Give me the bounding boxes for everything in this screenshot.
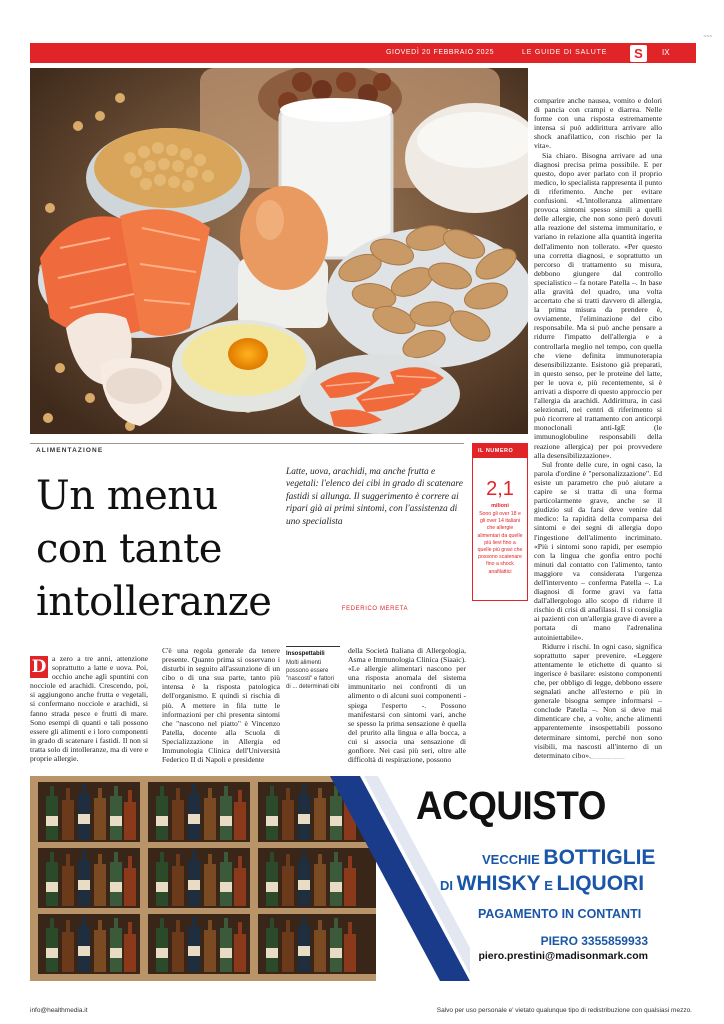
article-column-2 bbox=[162, 646, 280, 766]
headline-line-2: con tante bbox=[36, 526, 222, 572]
column-4-paragraph-4: Ridurre i rischi. In ogni caso, significa soprattutto saper prevenire. «Leggere attentamente le etichette di quanto si ingerisce è basilare: esistono componenti che, per obbligo di legge, debbono essere segnalati anche all'esterno e più in generale bisogna sempre informarsi – conclude Patella –. Non si deve mai dimenticare che, a volte, anche alimenti apparentemente insospettabili possono determinare sintomi, perché non sono visibili, ma nascosti all'interno di un determinato cibo». bbox=[534, 641, 662, 760]
side-note-title: Insospettabili bbox=[286, 651, 325, 657]
advertisement bbox=[30, 776, 696, 981]
food-allergens-illustration bbox=[30, 68, 528, 434]
ad-phone: PIERO 3355859933 bbox=[540, 934, 648, 948]
side-note bbox=[286, 646, 340, 691]
article-column-1 bbox=[30, 654, 148, 766]
stat-unit: milioni bbox=[491, 503, 509, 509]
ad-line-spirits bbox=[440, 872, 644, 896]
article-kicker: ALIMENTAZIONE bbox=[36, 447, 104, 454]
stat-description: Sono gli over 18 e gli over 14 italiani che allergie alimentari da quelle più lievi fino a quelle più gravi che possono scatenare fino a shock anafilattici bbox=[477, 511, 523, 575]
headline-line-1: Un menu bbox=[36, 473, 218, 519]
article-standfirst: Latte, uova, arachidi, ma anche frutta e vegetali: l'elenco dei cibi in grado di scatenare fastidi si allunga. Il suggerimento è correre ai ripari già ai primi sintomi, con l'assistenza di uno specialista bbox=[286, 467, 463, 527]
side-note-text: Molti alimenti possono essere "nascosti" e fattori di ... determinati cibi bbox=[286, 660, 340, 690]
page-header-bar bbox=[30, 43, 696, 63]
column-4-paragraph-1: comparire anche nausea, vomito e dolori di pancia con crampi e diarrea. Nelle forme con una risposta estremamente intensa si può addirittura arrivare allo shock anafilattico, con rischio per la vita». bbox=[534, 96, 662, 151]
article-headline bbox=[36, 470, 286, 629]
article-column-3 bbox=[348, 646, 466, 766]
ad-word-liquori: LIQUORI bbox=[556, 872, 645, 895]
column-4-paragraph-3: Sul fronte delle cure, in ogni caso, la parola d'ordine è "personalizzazione". Ed esiste un parametro che può aiutare a capire se si tratta di una forma particolarmente grave, anche se il giudizio sul da farsi deve venire dal medico: la rapidità della comparsa dei sintomi e dei segni di allergia dopo l'ingestione dell'alimento incriminato. «Più i sintomi sono rapidi, per esempio con la lingua che gonfia entro pochi minuti dal contatto con l'alimento, tanto maggiore va considerata l'urgenza dell'intervento – conferma Patella –. La diagnosi di forme gravi va fatta dall'allergologo allo scopo di ridurre il rischio di crisi di anafilassi. Il si consiglia ai pazienti con un'allergia grave di avere a portata di mano l'adrenalina autoiniettabile». bbox=[534, 459, 662, 642]
ad-word-whisky: WHISKY bbox=[456, 872, 541, 895]
ad-word-di: DI bbox=[440, 878, 453, 893]
stat-value: 2,1 bbox=[486, 478, 514, 500]
ad-word-vecchie: VECCHIE bbox=[482, 852, 540, 867]
ad-title: ACQUISTO bbox=[416, 784, 606, 828]
food-allergens-photo bbox=[30, 68, 528, 434]
ad-word-e: E bbox=[544, 878, 553, 893]
liquor-shelf-photo bbox=[30, 776, 376, 981]
ad-line-bottles bbox=[482, 846, 655, 870]
ad-payment-note: PAGAMENTO IN CONTANTI bbox=[478, 907, 642, 921]
article-byline: FEDERICO MERETA bbox=[341, 606, 409, 612]
dropcap: D bbox=[31, 657, 47, 677]
stat-box-header: IL NUMERO bbox=[473, 444, 527, 458]
headline-line-3: intolleranze bbox=[36, 579, 272, 625]
footer-email: info@healthmedia.it bbox=[30, 1007, 88, 1014]
photo-credit: ~~~ ~~~~~~~ ~~~~~~ bbox=[590, 757, 625, 761]
topline-mark: ~~~ bbox=[703, 34, 712, 40]
column-2-paragraph: C'è una regola generale da tenere presente. Quanto prima si osservano i disturbi in seguito all'assunzione di un cibo o di una sua parte, tanto più intensa è la risposta patologica dell'organismo. E quindi si rischia di più. A mettere in fila tutte le informazioni per chi presenta sintomi che "nascono nel piatto" è Vincenzo Patella, docente alla Scuola di Specializzazione in Allergia ed Immunologia Clinica dell'Università Federico II di Napoli e presidente bbox=[162, 646, 280, 765]
column-1-paragraph: a zero a tre anni, attenzione soprattutto a latte e uova. Poi, occhio anche agli spuntini con nocciole ed arachidi. Crescendo, poi, si aggiungono anche frutta e vegetali, si confermano nocciole e arachidi, si fanno strada pesce e frutti di mare. Sono esempi di quanti e tali possono essere gli alimenti e i loro componenti in grado di scatenare i fastidi. Il non si tratta solo di intolleranze, ma di vere e proprie allergie. bbox=[30, 654, 148, 764]
article-column-4 bbox=[534, 96, 662, 766]
column-4-paragraph-2: Sia chiaro. Bisogna arrivare ad una diagnosi precisa prima possibile. E per questo, dopo aver parlato con il proprio medico, lo specialista rappresenta il punto di riferimento. Anche per evitare confusioni. «L'intolleranza alimentare provoca sintomi spesso simili a quelli delle allergie, che non sono però dovuti alla reazione del sistema immunitario, e variano in relazione alla quantità ingerita dell'alimento non tollerato. «Per questo una corretta diagnosi, e soprattutto un percorso di trattamento su misura, debbono giungere dal controllo specialistico – fa notare Patella –. In base alla gravità del quadro, una volta accertato che si tratti davvero di allergia, la prima misura da prendere è, ovviamente, l'eliminazione del cibo responsabile. Ma si può anche pensare a ridurre l'impatto dell'allergia e a controllarla meglio nel tempo, con quella che viene definita immunoterapia desensibilizzante. Esistono già preparati, in questo senso, per le proteine del latte, per le uova e, più recentemente, si è arrivati a disporre di questo approccio per l'allergia da arachidi. Addirittura, in casi selezionati, nei centri di riferimento si può ricorrere al trattamento con anticorpi monoclonali anti-IgE (le immunoglobuline responsabili della reazione allergica) per poi provvedere alla desensibilizzazione». bbox=[534, 150, 662, 460]
publication-logo-icon: S bbox=[630, 45, 647, 62]
page-number: IX bbox=[662, 48, 670, 57]
column-3-paragraph: della Società Italiana di Allergologia, Asma e Immunologia Clinica (Siaaic). «Le allergie alimentari nascono per una risposta anomala del sistema immunitario nei confronti di un alimento o di alcuni suoi componenti - spiega l'esperto -. Possono manifestarsi con sintomi vari, anche se spesso la prima sensazione è quella del prurito alla lingua e alla bocca, a cui si associa una sensazione di gonfiore. Nei casi più seri, oltre alle difficoltà di respirazione, possono bbox=[348, 646, 466, 765]
stat-box bbox=[472, 443, 528, 601]
issue-date: GIOVEDÌ 20 FEBBRAIO 2025 bbox=[386, 49, 495, 56]
ad-word-bottiglie: BOTTIGLIE bbox=[543, 846, 656, 869]
ad-email: piero.prestini@madisonmark.com bbox=[478, 950, 648, 962]
footer-disclaimer: Salvo per uso personale e' vietato qualunque tipo di redistribuzione con qualsiasi mezzo. bbox=[436, 1007, 692, 1014]
section-name: LE GUIDE DI SALUTE bbox=[522, 49, 608, 56]
